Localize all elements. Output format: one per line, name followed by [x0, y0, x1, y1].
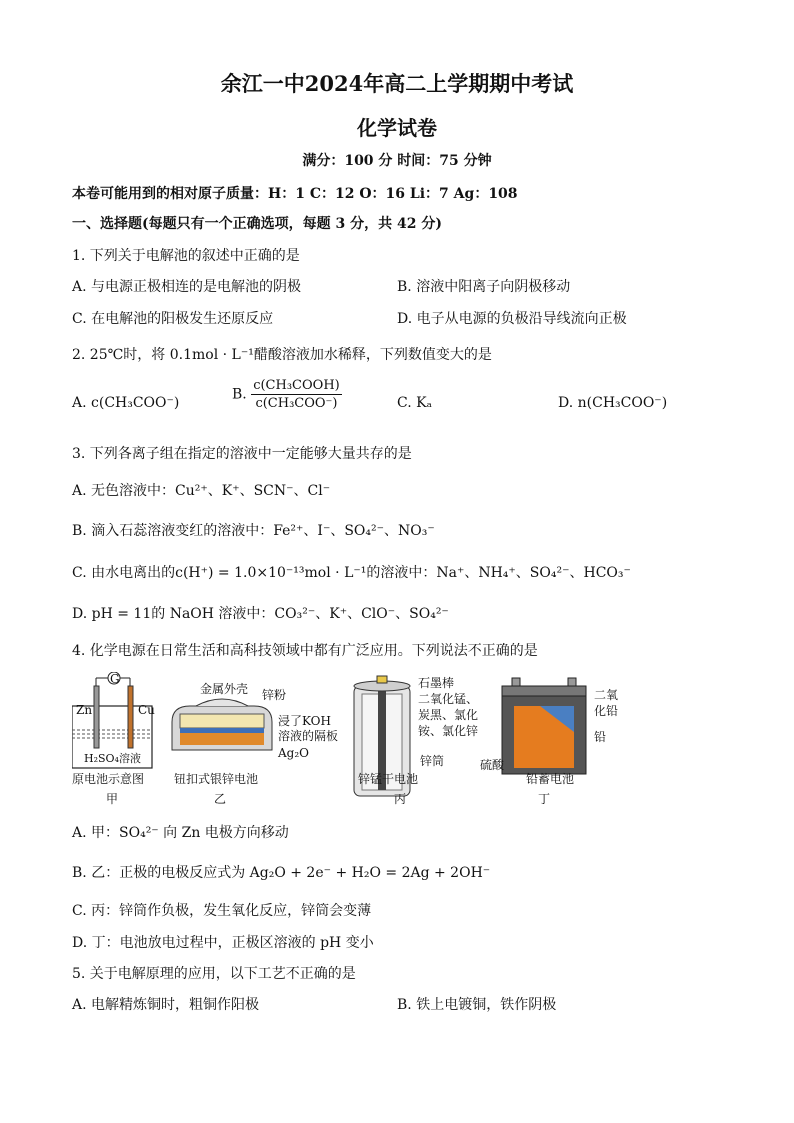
button-cell-diagram — [172, 699, 272, 750]
battery-figure-svg — [72, 672, 632, 808]
exam-subject: 化学试卷 — [357, 116, 437, 140]
lead-acid-battery-diagram — [502, 678, 586, 774]
ding-pbo2-label-1: 二氧 — [594, 688, 619, 702]
q2-stem: 2. 25℃时，将 0.1mol · L⁻¹醋酸溶液加水稀释，下列数值变大的是 — [72, 347, 492, 363]
q5-option-a: A. 电解精炼铜时，粗铜作阳极 — [72, 997, 260, 1013]
q4-stem: 4. 化学电源在日常生活和高科技领域中都有广泛应用。下列说法不正确的是 — [72, 643, 538, 659]
bing-can-label: 锌筒 — [420, 754, 445, 768]
q2-option-a: A. c(CH₃COO⁻) — [72, 395, 180, 411]
jia-zn-label: Zn — [76, 703, 93, 717]
yi-shell-label: 金属外壳 — [200, 682, 249, 696]
exam-title: 余江一中2024年高二上学期期中考试 — [220, 71, 574, 96]
jia-g-label: G — [110, 672, 120, 686]
yi-separator-label-1: 浸了KOH — [278, 714, 331, 728]
q2-option-b-fraction — [251, 378, 342, 411]
q4-option-a: A. 甲：SO₄²⁻ 向 Zn 电极方向移动 — [72, 825, 289, 841]
exam-meta: 满分：100 分 时间：75 分钟 — [302, 153, 492, 169]
ding-letter: 丁 — [538, 792, 551, 806]
q1-option-c: C. 在电解池的阳极发生还原反应 — [72, 311, 274, 327]
q2-option-c: C. Kₐ — [397, 395, 432, 411]
bing-rod-label: 石墨棒 — [418, 676, 455, 690]
yi-separator-label-2: 溶液的隔板 — [278, 729, 339, 743]
q2-option-b-label: B. — [232, 386, 247, 403]
q3-option-b: B. 滴入石蕊溶液变红的溶液中：Fe²⁺、I⁻、SO₄²⁻、NO₃⁻ — [72, 523, 435, 539]
yi-zinc-label: 锌粉 — [262, 688, 287, 702]
q1-option-d: D. 电子从电源的负极沿导线流向正极 — [397, 311, 627, 327]
yi-ag2o-label: Ag₂O — [278, 746, 309, 760]
ding-acid-label: 硫酸 — [480, 758, 505, 772]
bing-letter: 丙 — [394, 792, 407, 806]
yi-letter: 乙 — [214, 792, 227, 806]
ding-caption: 铅蓄电池 — [526, 772, 575, 786]
q5-option-b: B. 铁上电镀铜，铁作阴极 — [397, 997, 557, 1013]
q3-stem: 3. 下列各离子组在指定的溶液中一定能够大量共存的是 — [72, 446, 412, 462]
q2-option-b — [232, 378, 342, 411]
ding-pbo2-label-2: 化铅 — [594, 704, 619, 718]
ding-pb-label: 铅 — [594, 730, 607, 744]
bing-caption: 锌锰干电池 — [358, 772, 419, 786]
q2-option-d: D. n(CH₃COO⁻) — [558, 395, 668, 411]
q2-option-b-numerator: c(CH₃COOH) — [253, 378, 340, 393]
atomic-masses: 本卷可能用到的相对原子质量：H：1 C：12 O：16 Li：7 Ag：108 — [72, 186, 518, 202]
q4-option-b: B. 乙：正极的电极反应式为 Ag₂O + 2e⁻ + H₂O = 2Ag + 2OH⁻ — [72, 865, 491, 881]
q3-option-a: A. 无色溶液中：Cu²⁺、K⁺、SCN⁻、Cl⁻ — [72, 483, 331, 499]
q3-option-d: D. pH = 11的 NaOH 溶液中：CO₃²⁻、K⁺、ClO⁻、SO₄²⁻ — [72, 606, 449, 622]
q1-option-b: B. 溶液中阳离子向阴极移动 — [397, 279, 571, 295]
jia-electrolyte-label: H₂SO₄溶液 — [84, 752, 141, 765]
jia-cu-label: Cu — [138, 703, 155, 717]
bing-mix-label-2: 炭黑、氯化 — [418, 708, 479, 722]
q1-stem: 1. 下列关于电解池的叙述中正确的是 — [72, 248, 300, 264]
jia-letter: 甲 — [106, 792, 119, 806]
battery-figure — [72, 672, 632, 808]
q2-option-b-denominator: c(CH₃COO⁻) — [255, 396, 338, 411]
yi-caption: 钮扣式银锌电池 — [174, 772, 259, 786]
q5-stem: 5. 关于电解原理的应用，以下工艺不正确的是 — [72, 966, 356, 982]
q4-option-d: D. 丁：电池放电过程中，正极区溶液的 pH 变小 — [72, 935, 374, 951]
q3-option-c: C. 由水电离出的c(H⁺) = 1.0×10⁻¹³mol · L⁻¹的溶液中：Na⁺、NH₄⁺、SO₄²⁻、HCO₃⁻ — [72, 565, 631, 581]
jia-caption: 原电池示意图 — [72, 772, 145, 786]
section-heading: 一、选择题(每题只有一个正确选项，每题 3 分，共 42 分) — [72, 216, 442, 232]
q1-option-a: A. 与电源正极相连的是电解池的阴极 — [72, 279, 302, 295]
bing-mix-label-1: 二氧化锰、 — [418, 692, 479, 706]
bing-mix-label-3: 铵、氯化锌 — [418, 724, 479, 738]
q4-option-c: C. 丙：锌筒作负极，发生氧化反应，锌筒会变薄 — [72, 903, 372, 919]
